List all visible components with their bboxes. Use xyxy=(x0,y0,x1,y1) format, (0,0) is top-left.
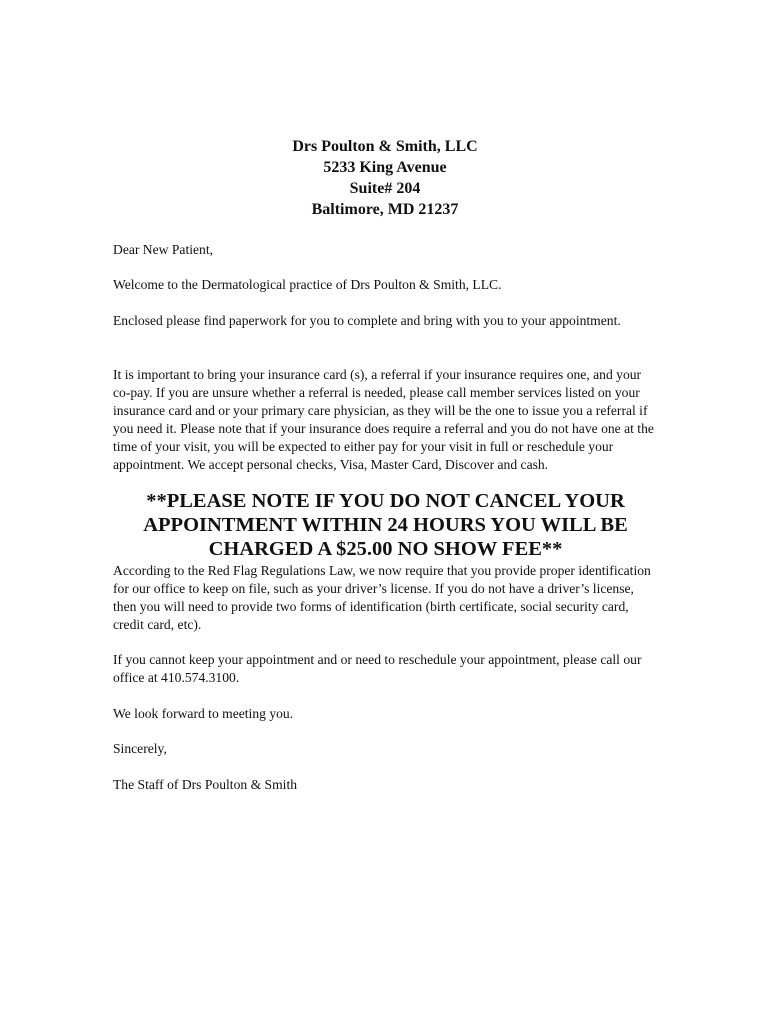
insurance-paragraph: It is important to bring your insurance card (s), a referral if your insurance requires one, and your co-pay. If you are unsure whether a referral is needed, please call member services listed on your insurance card and or your primary care physician, as they will be the one to issue you a referral if you need it. Please note that if your insurance does require a referral and you do not have one at the time of your visit, you will be expected to either pay for your visit in full or reschedule your appointment. We accept personal checks, Visa, Master Card, Discover and cash. xyxy=(113,367,654,472)
salutation: Dear New Patient, xyxy=(113,242,214,257)
street-address: 5233 King Avenue xyxy=(323,159,447,176)
red-flag-paragraph: According to the Red Flag Regulations Law, we now require that you provide proper identification for our office to keep on file, such as your driver’s license. If you do not have a driver’s license, then you will need to provide two forms of identification (birth certificate, social security card, credit card, etc). xyxy=(113,563,651,632)
signature: The Staff of Drs Poulton & Smith xyxy=(113,777,298,792)
reschedule-paragraph: If you cannot keep your appointment and or need to reschedule your appointment, please call our office at 410.574.3100. xyxy=(113,652,642,685)
welcome-paragraph: Welcome to the Dermatological practice of Drs Poulton & Smith, LLC. xyxy=(113,277,502,292)
letterhead xyxy=(0,136,770,220)
closing: Sincerely, xyxy=(113,741,167,756)
city-state-zip: Baltimore, MD 21237 xyxy=(311,201,459,218)
look-forward-paragraph: We look forward to meeting you. xyxy=(113,706,294,721)
no-show-fee-notice: **PLEASE NOTE IF YOU DO NOT CANCEL YOUR APPOINTMENT WITHIN 24 HOURS YOU WILL BE CHARGED A $25.00 NO SHOW FEE** xyxy=(143,490,628,560)
suite-number: Suite# 204 xyxy=(349,180,421,197)
practice-name: Drs Poulton & Smith, LLC xyxy=(292,138,478,155)
enclosed-paragraph: Enclosed please find paperwork for you to complete and bring with you to your appointment. xyxy=(113,313,621,328)
